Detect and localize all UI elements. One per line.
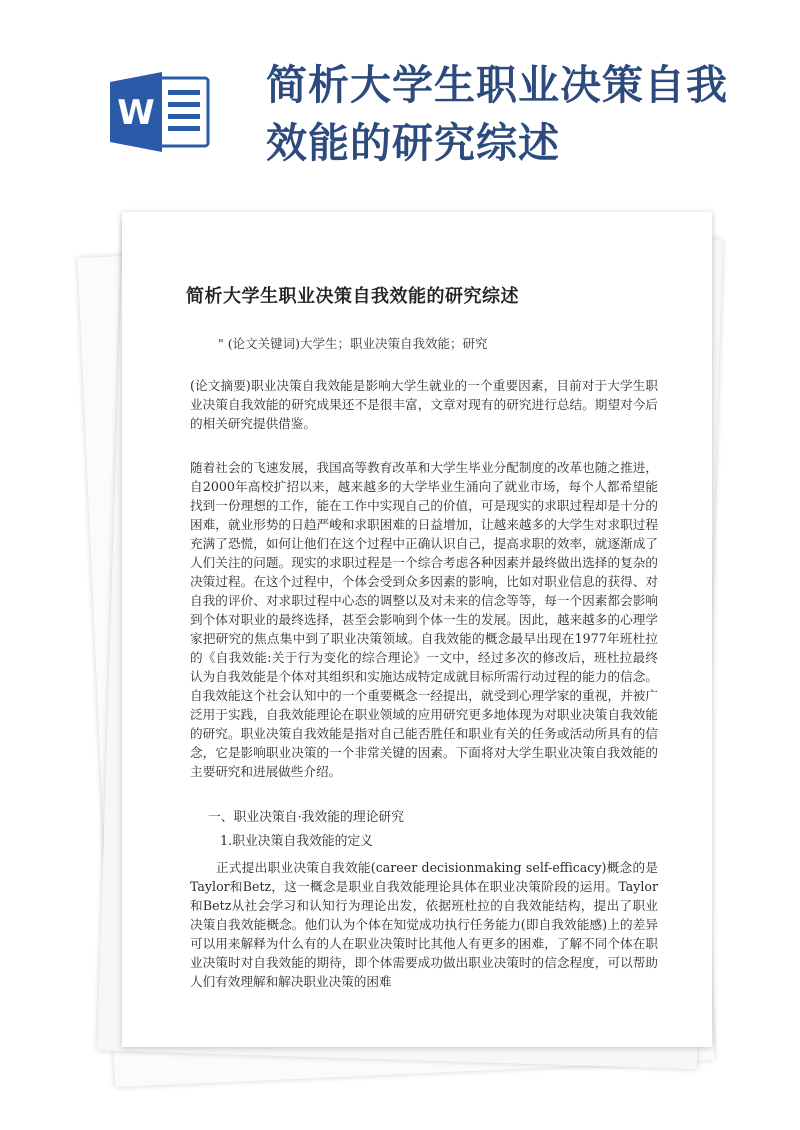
header-title: 简析大学生职业决策自我效能的研究综述 <box>266 61 728 167</box>
abstract-paragraph: (论文摘要)职业决策自我效能是影响大学生就业的一个重要因素，目前对于大学生职业决策自我效能的研究成果还不是很丰富，文章对现有的研究进行总结。期望对今后的相关研究提供借鉴。 <box>190 378 658 431</box>
header-banner <box>0 0 800 200</box>
section-heading: 一、职业决策自·我效能的理论研究 <box>208 810 405 825</box>
document-page <box>122 212 712 1047</box>
subsection-heading: 1.职业决策自我效能的定义 <box>220 834 373 849</box>
definition-paragraph: 正式提出职业决策自我效能(career decisionmaking self-efficacy)概念的是Taylor和Betz，这一概念是职业自我效能理论具体在职业决策阶段的运用。Taylor和Betz从社会学习和认知行为理论出发，依据班杜拉的自我效能结构，提出了职业决策自我效能概念。他们认为个体在知觉成功执行任务能力(即自我效能感)上的差异可以用来解释为什么有的人在职业决策时比其他人有更多的困难，了解不同个体在职业决策时对自我效能的期待，即个体需要成功做出职业决策时的信念程度，可以帮助人们有效理解和解决职业决策的困难 <box>190 860 658 989</box>
word-icon <box>110 72 216 152</box>
intro-paragraph: 随着社会的飞速发展，我国高等教育改革和大学生毕业分配制度的改革也随之推进，自2000年高校扩招以来，越来越多的大学毕业生涌向了就业市场，每个人都希望能找到一份理想的工作，能在工作中实现自己的价值，可是现实的求职过程却是十分的困难，就业形势的日趋严峻和求职困难的日益增加，让越来越多的大学生对求职过程充满了恐慌，如何让他们在这个过程中正确认识自己，提高求职的效率，就逐渐成了人们关注的问题。现实的求职过程是一个综合考虑各种因素并最终做出选择的复杂的决策过程。在这个过程中，个体会受到众多因素的影响，比如对职业信息的获得、对自我的评价、对求职过程中心态的调整以及对未来的信念等等，每一个因素都会影响到个体对职业的最终选择，甚至会影响到个体一生的发展。因此，越来越多的心理学家把研究的焦点集中到了职业决策领域。自我效能的概念最早出现在1977年班杜拉的《自我效能:关于行为变化的综合理论》一文中，经过多次的修改后，班杜拉最终认为自我效能是个体对其组织和实施达成特定成就目标所需行动过程的能力的信念。自我效能这个社会认知中的一个重要概念一经提出，就受到心理学家的重视，并被广泛用于实践，自我效能理论在职业领域的应用研究更多地体现为对职业决策自我效能的研究。职业决策自我效能是指对自己能否胜任和职业有关的任务或活动所具有的信念，它是影响职业决策的一个非常关键的因素。下面将对大学生职业决策自我效能的主要研究和进展做些介绍。 <box>190 460 658 779</box>
keywords-line: " (论文关键词)大学生；职业决策自我效能；研究 <box>218 336 488 351</box>
svg-text:W: W <box>117 93 155 133</box>
document-title: 简析大学生职业决策自我效能的研究综述 <box>186 286 519 307</box>
